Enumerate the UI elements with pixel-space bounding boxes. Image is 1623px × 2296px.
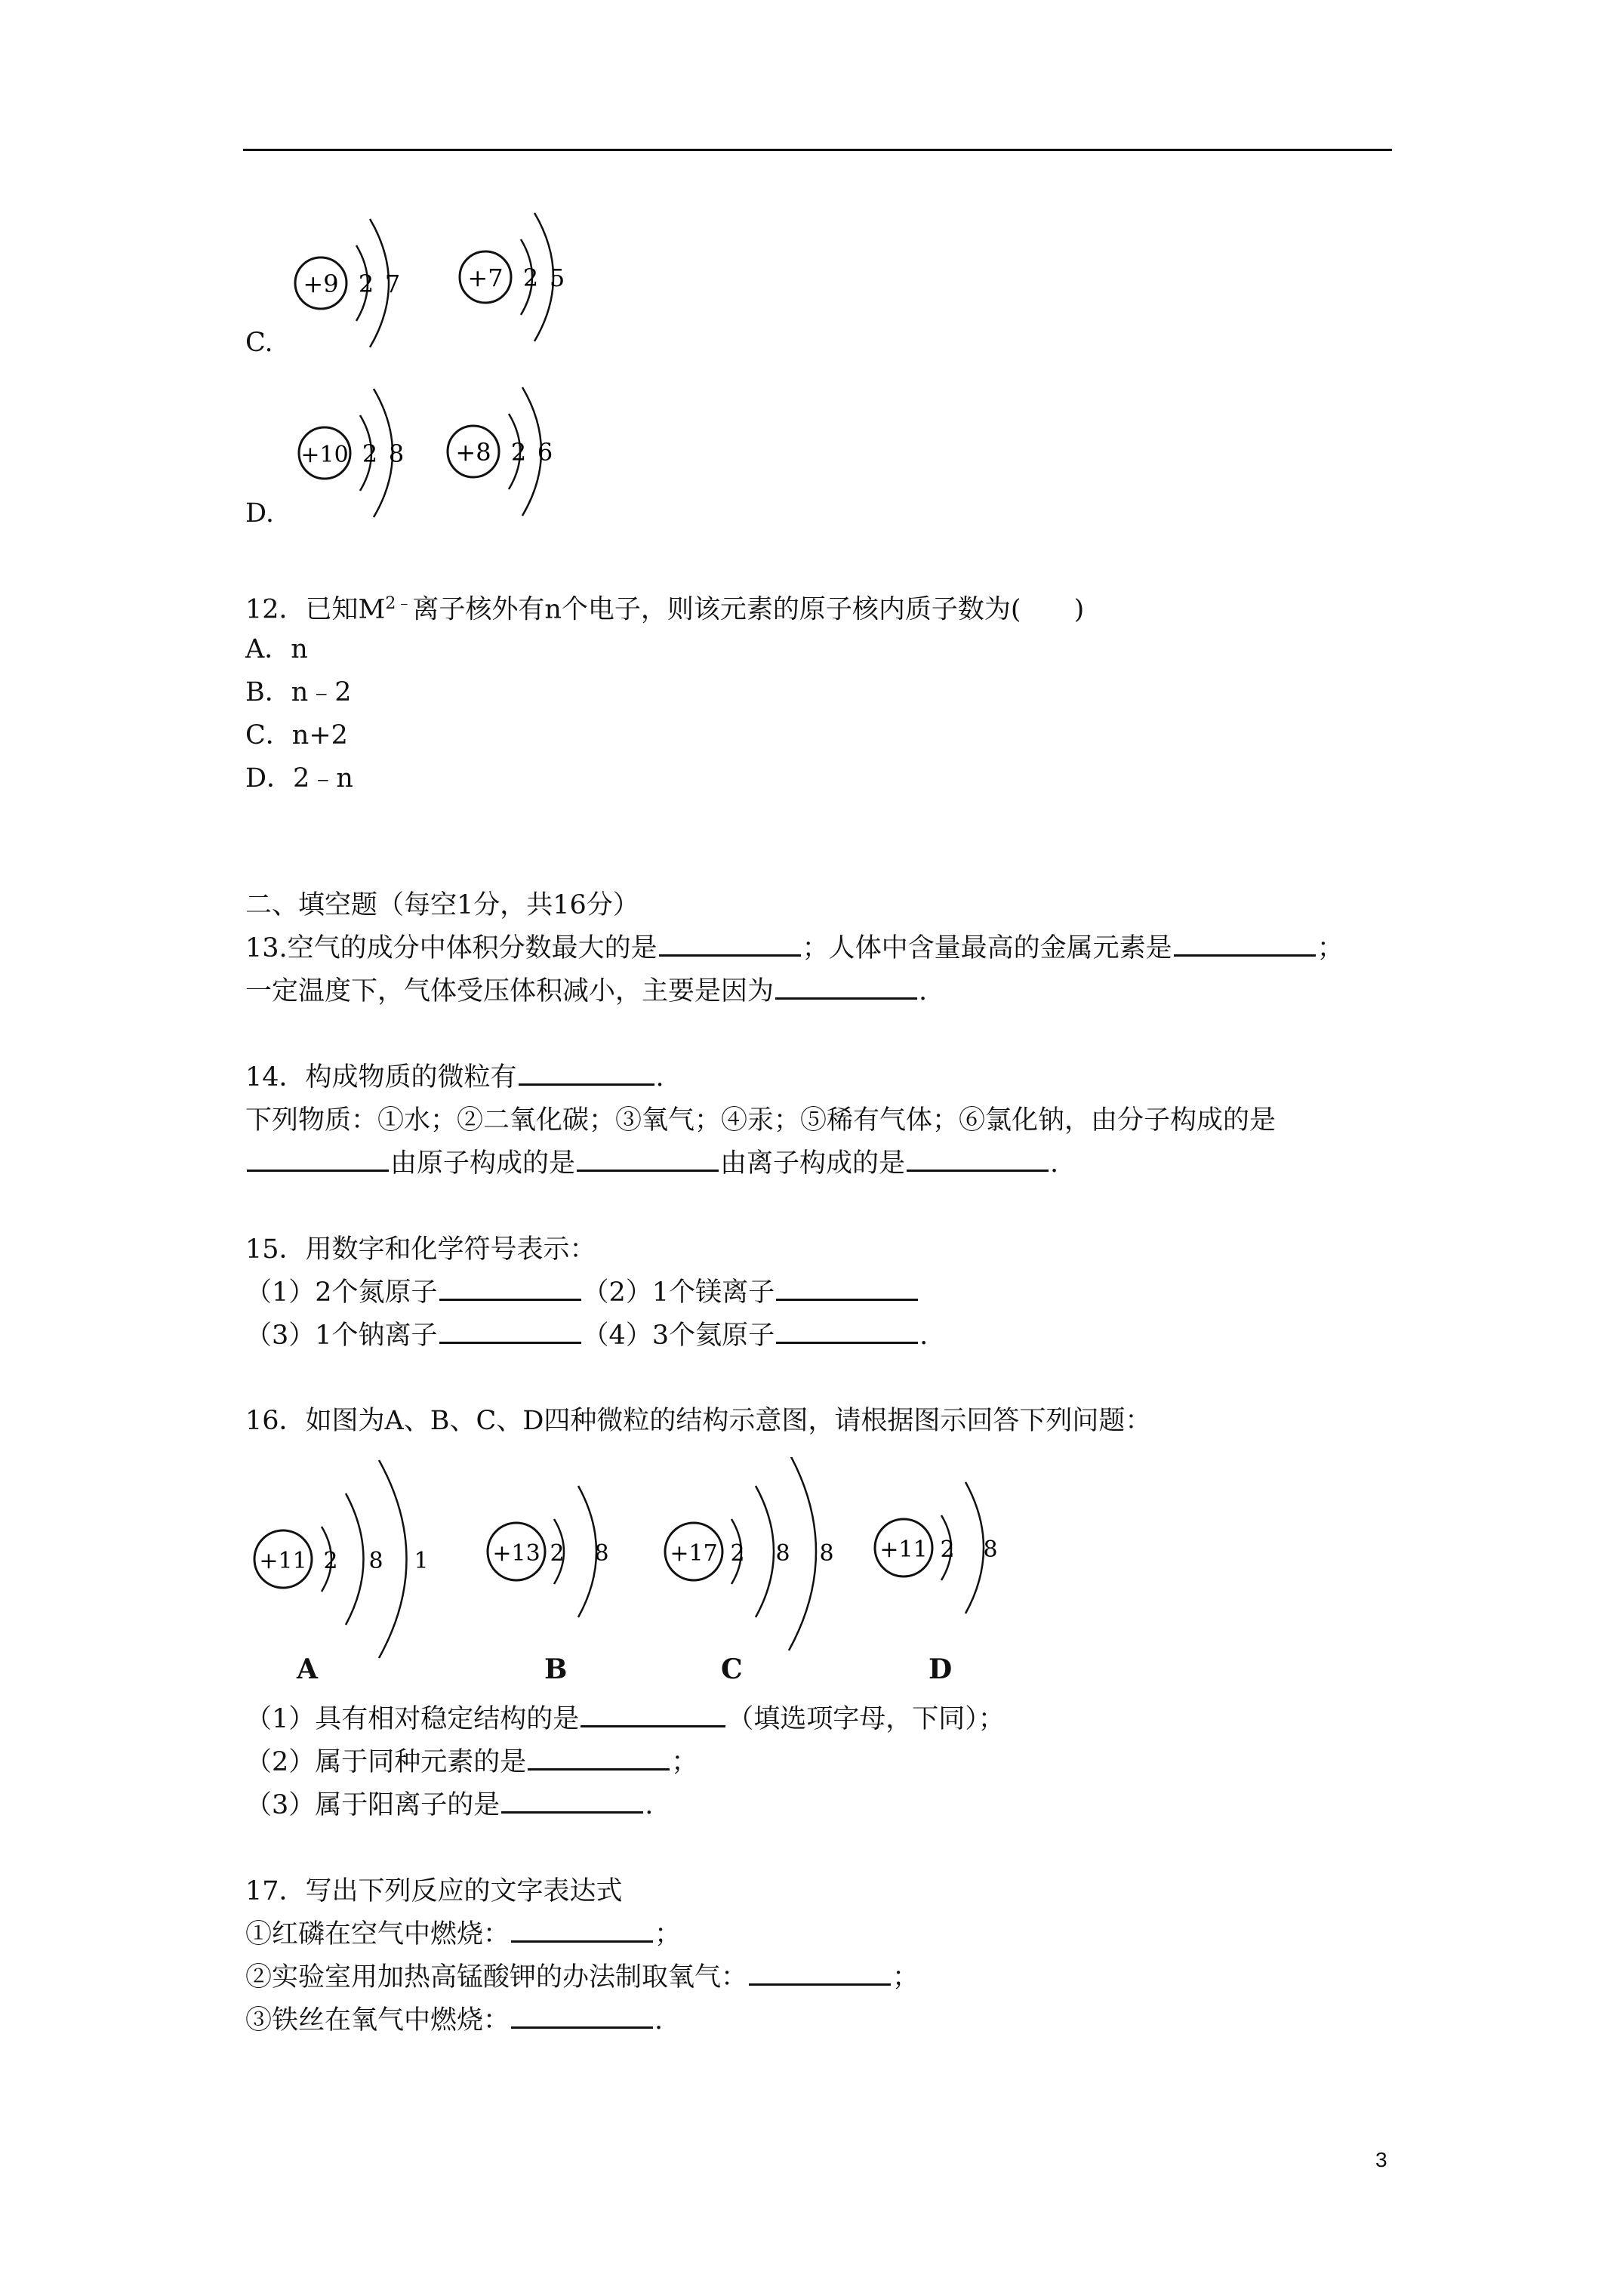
q12-stem bbox=[245, 587, 1084, 627]
answer-blank[interactable] bbox=[775, 975, 917, 1000]
particle-a-diagram bbox=[254, 1460, 429, 1658]
electron-shell-arc bbox=[965, 1482, 984, 1613]
nucleus-charge: +11 bbox=[879, 1536, 928, 1563]
q15-text: . bbox=[919, 1321, 929, 1351]
q17-stem: 17．写出下列反应的文字表达式 bbox=[245, 1876, 623, 1906]
q11-option-c-diagram bbox=[287, 208, 589, 359]
q12-stem-prefix: 12．已知M bbox=[245, 594, 386, 625]
q16-text: （3）属于阳离子的是 bbox=[245, 1790, 500, 1820]
shell-electron-count: 2 bbox=[323, 1548, 338, 1574]
q11-option-d-diagram bbox=[291, 378, 593, 529]
q17-item3 bbox=[245, 2004, 663, 2037]
answer-blank[interactable] bbox=[501, 1789, 643, 1814]
answer-blank[interactable] bbox=[528, 1746, 670, 1771]
q14-line1 bbox=[245, 1061, 664, 1094]
q16-text: ； bbox=[671, 1747, 698, 1777]
q17-text: ①红磷在空气中燃烧： bbox=[245, 1919, 510, 1949]
nucleus-charge: +10 bbox=[300, 442, 349, 468]
electron-shell-arc bbox=[578, 1486, 596, 1617]
answer-blank[interactable] bbox=[511, 1918, 653, 1943]
q14-line3 bbox=[245, 1147, 1058, 1180]
shell-electron-count: 5 bbox=[549, 264, 565, 292]
atom-diagram bbox=[295, 219, 400, 347]
header-rule bbox=[243, 149, 1392, 151]
answer-blank[interactable] bbox=[519, 1061, 654, 1086]
q13-text: ；人体中含量最高的金属元素是 bbox=[802, 933, 1172, 963]
particle-c-diagram bbox=[665, 1457, 834, 1650]
electron-shell-arc bbox=[756, 1486, 774, 1617]
q14-text: 由原子构成的是 bbox=[390, 1148, 576, 1179]
q17-item1 bbox=[245, 1918, 681, 1951]
nucleus-charge: +9 bbox=[303, 270, 339, 298]
nucleus-charge: +17 bbox=[670, 1540, 718, 1567]
q14-text: 14．构成物质的微粒有 bbox=[245, 1062, 517, 1093]
q16-sub2 bbox=[245, 1746, 698, 1779]
answer-blank[interactable] bbox=[511, 2004, 653, 2029]
q12-option-a: A．n bbox=[245, 634, 308, 664]
answer-blank[interactable] bbox=[776, 1319, 918, 1344]
q13-line2 bbox=[245, 975, 927, 1008]
shell-electron-count: 8 bbox=[594, 1540, 609, 1567]
shell-electron-count: 6 bbox=[537, 438, 553, 467]
q14-text: 由离子构成的是 bbox=[720, 1148, 906, 1179]
nucleus-charge: +7 bbox=[467, 264, 504, 292]
q14-text: . bbox=[1050, 1148, 1059, 1179]
particle-label-c: C bbox=[721, 1653, 743, 1685]
answer-blank[interactable] bbox=[439, 1276, 581, 1301]
shell-electron-count: 8 bbox=[368, 1548, 383, 1574]
shell-electron-count: 1 bbox=[414, 1548, 429, 1574]
nucleus-charge: +13 bbox=[492, 1540, 540, 1567]
shell-electron-count: 2 bbox=[550, 1540, 565, 1567]
q13-line1 bbox=[245, 932, 1344, 965]
atom-diagram bbox=[448, 387, 553, 516]
shell-electron-count: 2 bbox=[730, 1540, 745, 1567]
q15-item: （1）2个氮原子 bbox=[245, 1277, 438, 1308]
atom-diagram bbox=[460, 213, 565, 341]
electron-shell-arc bbox=[346, 1493, 364, 1625]
shell-electron-count: 2 bbox=[362, 439, 378, 468]
shell-electron-count: 2 bbox=[522, 264, 539, 292]
answer-blank[interactable] bbox=[1174, 932, 1316, 957]
q12-superscript: 2﹣ bbox=[385, 594, 413, 613]
shell-electron-count: 2 bbox=[358, 270, 374, 298]
q13-text: ； bbox=[1317, 933, 1344, 963]
q17-text: ③铁丝在氧气中燃烧： bbox=[245, 2005, 510, 2036]
shell-electron-count: 2 bbox=[940, 1536, 955, 1563]
q14-text: . bbox=[655, 1062, 664, 1093]
answer-blank[interactable] bbox=[577, 1147, 719, 1172]
answer-blank[interactable] bbox=[659, 932, 801, 957]
q12-stem-suffix: 离子核外有n个电子，则该元素的原子核内质子数为( ) bbox=[412, 594, 1085, 625]
q15-item: （4）3个氦原子 bbox=[582, 1321, 775, 1351]
q12-option-b: B．n﹣2 bbox=[245, 677, 352, 707]
section-heading: 二、填空题（每空1分，共16分） bbox=[245, 890, 639, 920]
q15-item: （2）1个镁离子 bbox=[582, 1277, 775, 1308]
q16-text: （1）具有相对稳定结构的是 bbox=[245, 1704, 580, 1734]
page-number: 3 bbox=[1375, 2148, 1387, 2171]
particle-d-diagram bbox=[875, 1482, 998, 1613]
particle-label-a: A bbox=[297, 1653, 318, 1685]
q13-text: . bbox=[919, 976, 928, 1006]
atom-diagram bbox=[299, 389, 404, 517]
electron-shell-arc bbox=[789, 1457, 816, 1650]
q13-text: 13.空气的成分中体积分数最大的是 bbox=[245, 933, 658, 963]
answer-blank[interactable] bbox=[907, 1147, 1049, 1172]
shell-electron-count: 7 bbox=[384, 270, 401, 298]
q17-text: ②实验室用加热高锰酸钾的办法制取氧气： bbox=[245, 1962, 748, 1992]
answer-blank[interactable] bbox=[247, 1147, 389, 1172]
q17-item2 bbox=[245, 1961, 919, 1994]
q15-stem: 15．用数字和化学符号表示： bbox=[245, 1234, 596, 1265]
q15-item: （3）1个钠离子 bbox=[245, 1321, 438, 1351]
q11-option-d-label: D. bbox=[245, 498, 274, 529]
particle-label-d: D bbox=[929, 1653, 953, 1685]
q12-option-c: C．n+2 bbox=[245, 720, 348, 750]
shell-electron-count: 8 bbox=[388, 439, 405, 468]
q16-text: . bbox=[645, 1790, 654, 1820]
q17-text: . bbox=[654, 2005, 664, 2036]
particle-b-diagram bbox=[488, 1486, 609, 1617]
answer-blank[interactable] bbox=[439, 1319, 581, 1344]
answer-blank[interactable] bbox=[776, 1276, 918, 1301]
q12-option-d: D．2﹣n bbox=[245, 763, 353, 794]
q16-sub1 bbox=[245, 1703, 1005, 1736]
answer-blank[interactable] bbox=[581, 1703, 725, 1727]
q16-stem: 16．如图为A、B、C、D四种微粒的结构示意图，请根据图示回答下列问题： bbox=[245, 1406, 1152, 1436]
q17-text: ； bbox=[654, 1919, 682, 1949]
shell-electron-count: 2 bbox=[510, 438, 527, 467]
nucleus-charge: +8 bbox=[455, 438, 491, 467]
q17-text: ； bbox=[892, 1962, 919, 1992]
q15-row2 bbox=[245, 1319, 928, 1352]
nucleus-charge: +11 bbox=[259, 1548, 307, 1574]
q13-text: 一定温度下，气体受压体积减小，主要是因为 bbox=[245, 976, 775, 1006]
q11-option-c-label: C. bbox=[245, 328, 273, 358]
q15-row1 bbox=[245, 1276, 919, 1309]
shell-electron-count: 8 bbox=[775, 1540, 790, 1567]
q16-structure-diagrams bbox=[249, 1457, 1042, 1669]
shell-electron-count: 8 bbox=[819, 1540, 834, 1567]
q14-line2: 下列物质：①水；②二氧化碳；③氧气；④汞；⑤稀有气体；⑥氯化钠，由分子构成的是 bbox=[245, 1105, 1277, 1136]
particle-label-b: B bbox=[544, 1653, 568, 1685]
q16-text: （填选项字母，下同）； bbox=[727, 1704, 1005, 1734]
shell-electron-count: 8 bbox=[983, 1536, 998, 1563]
q16-text: （2）属于同种元素的是 bbox=[245, 1747, 527, 1777]
q16-sub3 bbox=[245, 1789, 653, 1822]
answer-blank[interactable] bbox=[749, 1961, 891, 1986]
